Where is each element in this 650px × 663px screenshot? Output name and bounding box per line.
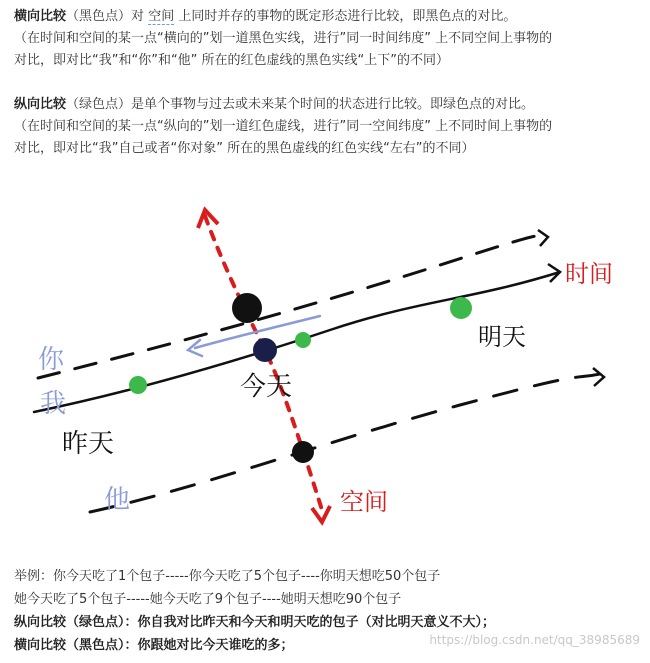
green-dot-tomorrow <box>450 297 472 319</box>
para2-line2: （在时间和空间的某一点“纵向的”划一道红色虚线，进行”同一空间纬度” 上不同时间上事物的 <box>14 119 553 134</box>
term-vertical: 纵向比较 <box>14 97 67 112</box>
label-tomorrow: 明天 <box>478 323 526 351</box>
para2-text: 是单个事物与过去或未来某个时间的状态进行比较。即绿色点的对比。 <box>131 97 535 112</box>
text-b: 上同时并存的事物的既定形态进行比较，即黑色点的对比。 <box>178 9 517 24</box>
example-horizontal-term: 横向比较（黑色点）： <box>14 638 138 653</box>
term-vertical-note: （绿色点） <box>66 97 132 112</box>
example-vertical-term: 纵向比较（绿色点）： <box>14 615 138 630</box>
navy-dot-today <box>253 338 277 362</box>
black-dot-lower <box>292 441 314 463</box>
label-space: 空间 <box>340 488 388 516</box>
para2-line3: 对比，即对比“我”自己或者“你对象” 所在的黑色虚线的红色实线“左右”的不同） <box>14 141 475 156</box>
black-dot-upper <box>232 293 262 323</box>
example-line-1: 举例：你今天吃了1个包子-----你今天吃了5个包子----你明天想吃50个包子 <box>14 569 441 584</box>
text-a: 对 <box>131 9 145 24</box>
example-vertical-text: 你自我对比昨天和今天和明天吃的包子（对比明天意义不大）； <box>137 615 496 630</box>
term-horizontal: 横向比较 <box>14 9 67 24</box>
watermark: https://blog.csdn.net/qq_38985689 <box>429 633 640 647</box>
upper-arrowhead <box>538 230 548 246</box>
para1-line2: （在时间和空间的某一点“横向的”划一道黑色实线，进行”同一时间纬度” 上不同空间上事物的 <box>14 31 553 46</box>
example-line-3 <box>14 612 495 634</box>
space-word: 空间 <box>148 9 175 24</box>
example-horizontal-text: 你跟她对比今天谁吃的多； <box>137 638 294 653</box>
label-me: 我 <box>40 389 67 419</box>
paragraph-horizontal-comparison <box>14 6 642 72</box>
label-today: 今天 <box>240 372 293 402</box>
label-him: 他 <box>104 485 131 515</box>
label-yesterday: 昨天 <box>62 429 115 459</box>
label-you: 你 <box>38 345 65 375</box>
para1-line3: 对比，即对比“我”和“你”和“他” 所在的红色虚线的黑色实线“上下”的不同） <box>14 53 450 68</box>
term-horizontal-note: （黑色点） <box>66 9 132 24</box>
example-line-2: 她今天吃了5个包子-----她今天吃了9个包子----她明天想吃90个包子 <box>14 592 402 607</box>
example-line-4 <box>14 635 294 657</box>
paragraph-vertical-comparison <box>14 94 642 160</box>
label-time: 时间 <box>565 260 613 288</box>
green-dot-today <box>295 332 311 348</box>
green-dot-yesterday <box>129 376 147 394</box>
lower-arrowhead <box>593 368 604 386</box>
hand-drawn-sketch <box>0 190 650 535</box>
